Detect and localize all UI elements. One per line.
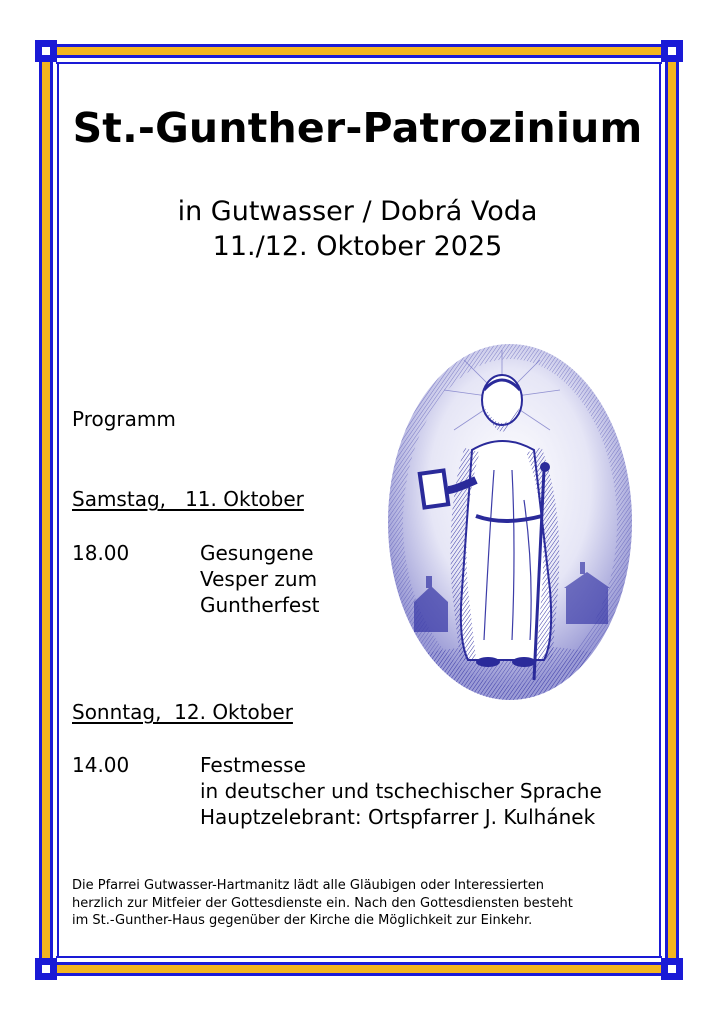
footer-invitation bbox=[72, 877, 642, 930]
poster-title: St.-Gunther-Patrozinium bbox=[72, 104, 643, 152]
frame-inner-line-bottom bbox=[56, 956, 662, 958]
event-time-sunday: 14.00 bbox=[72, 753, 130, 777]
frame-corner-top-right bbox=[661, 40, 683, 62]
day-heading-saturday: Samstag, 11. Oktober bbox=[72, 487, 304, 511]
event-line: Hauptzelebrant: Ortspfarrer J. Kulhánek bbox=[200, 805, 596, 829]
frame-right-bar bbox=[665, 50, 679, 970]
frame-bottom-bar bbox=[46, 962, 672, 976]
event-line: Vesper zum bbox=[200, 567, 318, 591]
event-line: Guntherfest bbox=[200, 593, 320, 617]
footer-line: herzlich zur Mitfeier der Gottesdienste ein. Nach den Gottesdiensten besteht bbox=[72, 895, 573, 911]
poster-subtitle-location: in Gutwasser / Dobrá Voda bbox=[177, 196, 538, 227]
footer-line: Die Pfarrei Gutwasser-Hartmanitz lädt alle Gläubigen oder Interessierten bbox=[72, 878, 545, 893]
footer-line: im St.-Gunther-Haus gegenüber der Kirche die Möglichkeit zur Einkehr. bbox=[72, 913, 533, 928]
frame-left-bar bbox=[39, 50, 53, 970]
event-line: Gesungene bbox=[200, 541, 314, 565]
frame-inner-line-top bbox=[56, 62, 662, 64]
day-heading-sunday: Sonntag, 12. Oktober bbox=[72, 700, 293, 724]
saint-gunther-engraving-icon bbox=[384, 340, 636, 705]
frame-corner-top-left bbox=[35, 40, 57, 62]
program-heading: Programm bbox=[72, 407, 176, 431]
event-line: in deutscher und tschechischer Sprache bbox=[200, 779, 602, 803]
poster-subtitle-date: 11./12. Oktober 2025 bbox=[212, 231, 503, 262]
event-line: Festmesse bbox=[200, 753, 306, 777]
frame-top-bar bbox=[46, 44, 672, 58]
frame-corner-bottom-right bbox=[661, 958, 683, 980]
event-time-saturday: 18.00 bbox=[72, 541, 130, 565]
frame-corner-bottom-left bbox=[35, 958, 57, 980]
